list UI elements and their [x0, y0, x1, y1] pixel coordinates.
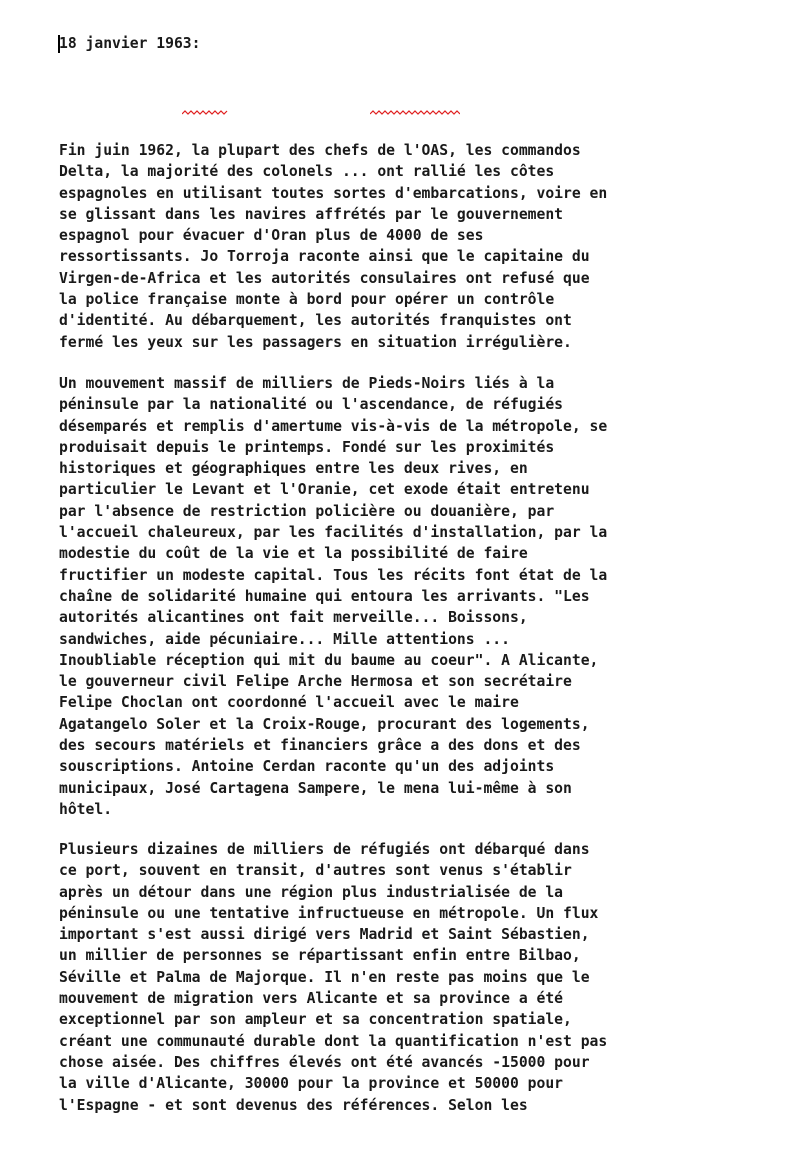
paragraph-1[interactable] [59, 140, 607, 353]
paragraph-line: Un mouvement massif de milliers de Pieds-Noirs liés à la [59, 375, 555, 392]
paragraph-line: après un détour dans une région plus industrialisée de la [59, 883, 564, 901]
paragraph-line: chaîne de solidarité humaine qui entoura les arrivants. "Les [59, 587, 590, 605]
paragraph-line: la ville d'Alicante, 30000 pour la province et 50000 pour [59, 1075, 564, 1093]
paragraph-line: historiques et géographiques entre les deux rives, en [59, 460, 528, 478]
paragraph-line: Inoubliable réception qui mit du baume au coeur". A Alicante, [59, 651, 599, 669]
paragraph-line: péninsule par la nationalité ou l'ascendance, de réfugiés [59, 396, 564, 414]
paragraph-line: Felipe Choclan ont coordonné l'accueil avec le maire [59, 694, 519, 712]
paragraph-line: Agatangelo Soler et la Croix-Rouge, procurant des logements, [59, 715, 590, 733]
paragraph-line: l'Espagne - et sont devenus des références. Selon les [59, 1096, 528, 1114]
paragraph-line: créant une communauté durable dont la quantification n'est pas [59, 1032, 608, 1050]
paragraph-line: souscriptions. Antoine Cerdan raconte qu'un des adjoints [59, 758, 555, 776]
paragraph-line: espagnol pour évacuer d'Oran plus de 4000 de ses [59, 227, 484, 245]
paragraph-line: Delta, la majorité des colonels ... ont rallié les côtes [59, 163, 555, 181]
paragraph-line: espagnoles en utilisant toutes sortes d'embarcations, voire en [59, 184, 608, 202]
paragraph-line: le gouverneur civil Felipe Arche Hermosa et son secrétaire [59, 673, 572, 691]
paragraph-line: exceptionnel par son ampleur et sa concentration spatiale, [59, 1011, 572, 1029]
paragraph-line: autorités alicantines ont fait merveille... Boissons, [59, 609, 528, 627]
paragraph-line: fructifier un modeste capital. Tous les récits font état de la [59, 566, 608, 584]
paragraph-line: hôtel. [59, 800, 113, 818]
paragraph-line: sandwiches, aide pécuniaire... Mille attentions ... [59, 630, 510, 648]
paragraph-line: ce port, souvent en transit, d'autres sont venus s'établir [59, 862, 572, 880]
paragraph-line: mouvement de migration vers Alicante et sa province a été [59, 990, 564, 1008]
paragraph-line: fermé les yeux sur les passagers en situation irrégulière. [59, 333, 572, 351]
paragraph-line: par l'absence de restriction policière ou douanière, par [59, 502, 555, 520]
paragraph-line: produisait depuis le printemps. Fondé sur les proximités [59, 438, 555, 456]
paragraph-line: la police française monte à bord pour opérer un contrôle [59, 291, 555, 309]
paragraph-line: Plusieurs dizaines de milliers de réfugiés ont débarqué dans [59, 841, 590, 858]
paragraph-2[interactable] [59, 373, 607, 820]
paragraph-line: Virgen-de-Africa et les autorités consulaires ont refusé que [59, 269, 590, 287]
paragraph-line: se glissant dans les navires affrétés par le gouvernement [59, 205, 564, 223]
spellcheck-underline [182, 110, 228, 116]
paragraph-line: Séville et Palma de Majorque. Il n'en reste pas moins que le [59, 968, 590, 986]
paragraph-line: ressortissants. Jo Torroja raconte ainsi que le capitaine du [59, 248, 590, 266]
paragraph-line: un millier de personnes se répartissant enfin entre Bilbao, [59, 947, 581, 965]
paragraph-3[interactable] [59, 839, 607, 1116]
spellcheck-underline [370, 110, 460, 116]
paragraph-line: d'identité. Au débarquement, les autorités franquistes ont [59, 312, 572, 330]
paragraph-line: particulier le Levant et l'Oranie, cet exode était entretenu [59, 481, 590, 499]
date-heading[interactable]: 18 janvier 1963: [59, 35, 201, 52]
paragraph-line: important s'est aussi dirigé vers Madrid et Saint Sébastien, [59, 926, 590, 944]
paragraph-line: chose aisée. Des chiffres élevés ont été avancés -15000 pour [59, 1053, 590, 1071]
paragraph-line: péninsule ou une tentative infructueuse en métropole. Un flux [59, 904, 599, 922]
paragraph-line: Fin juin 1962, la plupart des chefs de l'OAS, les commandos [59, 142, 581, 159]
paragraph-line: l'accueil chaleureux, par les facilités d'installation, par la [59, 524, 608, 542]
paragraph-line: modestie du coût de la vie et la possibilité de faire [59, 545, 528, 563]
paragraph-line: des secours matériels et financiers grâce a des dons et des [59, 737, 581, 755]
paragraph-line: municipaux, José Cartagena Sampere, le mena lui-même à son [59, 779, 572, 797]
paragraph-line: désemparés et remplis d'amertume vis-à-vis de la métropole, se [59, 417, 608, 435]
